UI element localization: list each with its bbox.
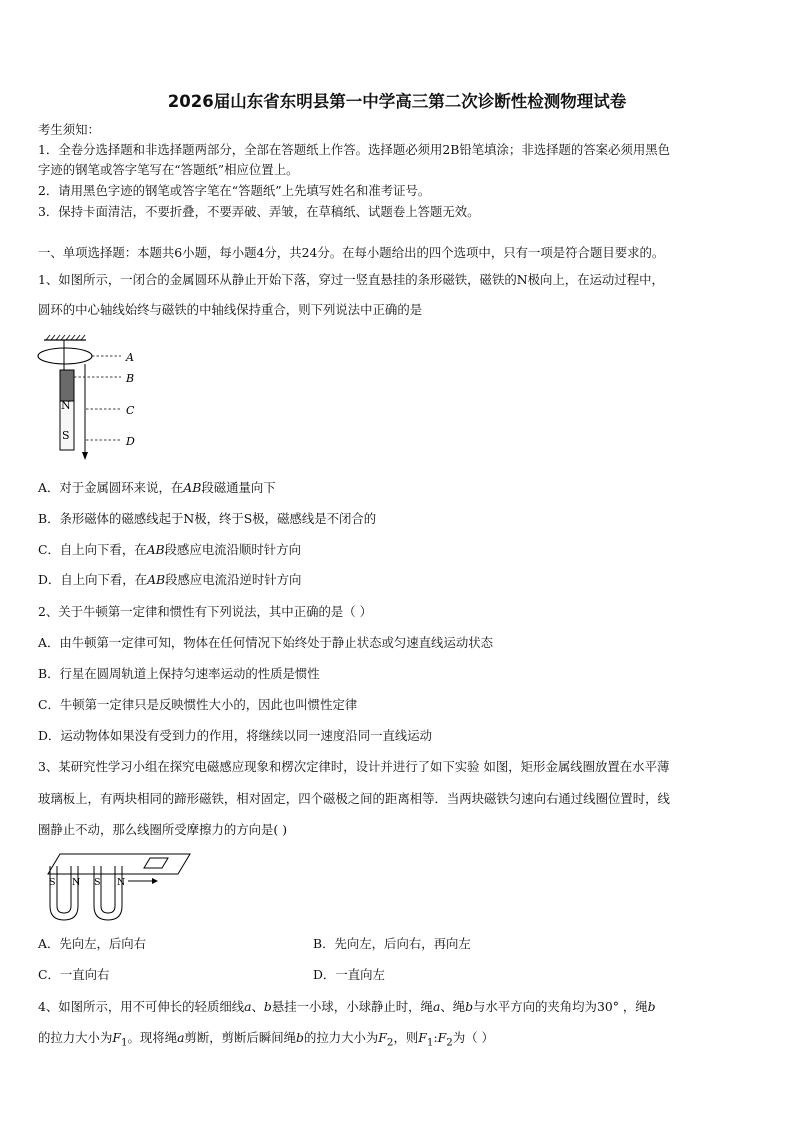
q2-stem: 2、关于牛顿第一定律和惯性有下列说法，其中正确的是（ ）: [38, 604, 372, 619]
q3-figure: [40, 848, 200, 926]
notice-item-1b: 字迹的钢笔或答字笔写在“答题纸”相应位置上。: [38, 162, 299, 177]
q4-stem-line2: 的拉力大小为$F_1$。现将绳a剪断，剪断后瞬间绳b的拉力大小为$F_2$，则$F_1:F_2$为（ ）: [38, 1030, 494, 1049]
q2-option-a: A．由牛顿第一定律可知，物体在任何情况下始终处于静止状态或匀速直线运动状态: [38, 635, 494, 650]
fig-label-c: C: [126, 404, 135, 417]
q3-stem-line3: 圈静止不动，那么线圈所受摩擦力的方向是( ): [38, 822, 288, 837]
notice-item-1a: 1．全卷分选择题和非选择题两部分，全部在答题纸上作答。选择题必须用2B铅笔填涂；非选择题的答案必须用黑色: [38, 142, 671, 157]
fig-label-d: D: [126, 435, 135, 448]
q1-figure: [36, 334, 156, 464]
q2-option-c: C．牛顿第一定律只是反映惯性大小的，因此也叫惯性定律: [38, 697, 358, 712]
q3-option-d: D．一直向左: [313, 967, 385, 982]
section-heading: 一、单项选择题：本题共6小题，每小题4分，共24分。在每小题给出的四个选项中，只有一项是符合题目要求的。: [38, 245, 665, 260]
q3-option-c: C．一直向右: [38, 967, 110, 982]
q2-option-b: B．行星在圆周轨道上保持匀速率运动的性质是惯性: [38, 666, 320, 681]
q4-stem-line1: 4、如图所示，用不可伸长的轻质细线a、b悬挂一小球，小球静止时，绳a、绳b与水平方向的夹角均为30° ，绳b: [38, 999, 656, 1014]
q3-pole-4: N: [117, 877, 126, 888]
q1-option-b: B．条形磁体的磁感线起于N极，终于S极，磁感线是不闭合的: [38, 511, 377, 526]
q1-stem-line2: 圆环的中心轴线始终与磁铁的中轴线保持重合，则下列说法中正确的是: [38, 302, 423, 317]
q1-option-a: A．对于金属圆环来说，在AB段磁通量向下: [38, 480, 276, 495]
q3-pole-3: S: [94, 877, 101, 888]
notice-item-2: 2．请用黑色字迹的钢笔或答字笔在“答题纸”上先填写姓名和准考证号。: [38, 183, 431, 198]
q1-option-d: D．自上向下看，在AB段感应电流沿逆时针方向: [38, 572, 302, 587]
magnet-south-label: S: [62, 429, 70, 442]
fig-label-a: A: [126, 351, 134, 364]
page-title: 2026届山东省东明县第一中学高三第二次诊断性检测物理试卷: [167, 92, 627, 111]
notice-item-3: 3．保持卡面清洁，不要折叠，不要弄破、弄皱，在草稿纸、试题卷上答题无效。: [38, 204, 480, 219]
q2-option-d: D．运动物体如果没有受到力的作用，将继续以同一速度沿同一直线运动: [38, 728, 433, 743]
q3-stem-line2: 玻璃板上，有两块相同的蹄形磁铁，相对固定，四个磁极之间的距离相等．当两块磁铁匀速向右通过线圈位置时，线: [38, 791, 670, 806]
q3-option-a: A．先向左，后向右: [38, 936, 147, 951]
magnet-north-label: N: [61, 399, 71, 412]
q3-option-b: B．先向左，后向右，再向左: [313, 936, 471, 951]
q3-stem-line1: 3、某研究性学习小组在探究电磁感应现象和楞次定律时，设计并进行了如下实验 如图，矩形金属线圈放置在水平薄: [38, 759, 670, 774]
q1-stem-line1: 1、如图所示，一闭合的金属圆环从静止开始下落，穿过一竖直悬挂的条形磁铁，磁铁的N极向上，在运动过程中，: [38, 272, 664, 287]
q3-pole-1: S: [49, 877, 56, 888]
q1-option-c: C．自上向下看，在AB段感应电流沿顺时针方向: [38, 542, 301, 557]
notice-heading: 考生须知：: [38, 122, 100, 137]
q3-pole-2: N: [72, 877, 81, 888]
fig-label-b: B: [126, 372, 135, 385]
